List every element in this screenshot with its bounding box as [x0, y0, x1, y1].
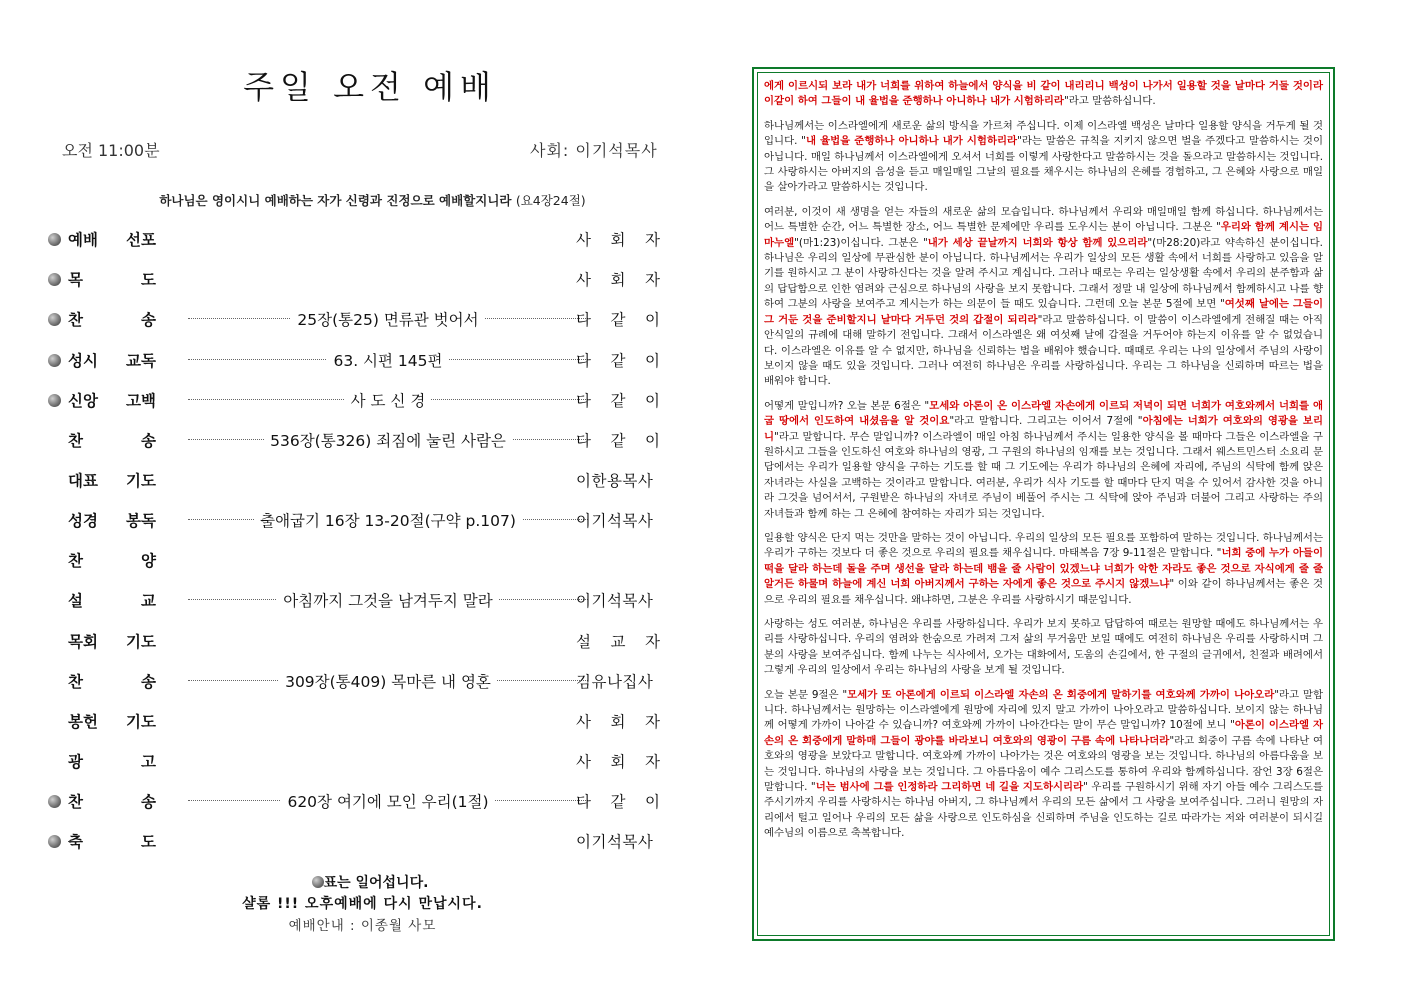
order-content-text: 출애굽기 16장 13-20절(구약 p.107): [254, 512, 522, 530]
order-leader-part: 이: [645, 311, 660, 329]
order-label-part: 목: [68, 271, 83, 289]
standing-note-text: 표는 일어섭니다.: [323, 875, 429, 891]
order-leader-part: 이기석목사: [576, 592, 654, 610]
scripture-quote: 에게 이르시되 보라 내가 너희를 위하여 하늘에서 양식을 비 같이 내리리니 백성이 나가서 일용할 것을 날마다 거둘 것이라 이같이 하여 그들이 내 율법을 준행하나 아니하나 내가 시험하리라: [764, 80, 1323, 108]
order-label-part: 봉헌: [68, 713, 98, 731]
order-leader-part: 같: [610, 432, 626, 450]
order-leader: [576, 308, 660, 330]
sermon-sentence: "라고 말합니다. 하나님께서는 원망하는 이스라엘에게 원망에 자리에 있지 말고 가까이 나아오라고 말씀하십니다. 보이지 않는 하나님께 어떻게 가까이 나아갈 수 있습니까? 여호와께 가까이 나아간다는 말이 무슨 말입니까? 10절에 보니 ": [764, 688, 1324, 732]
page-title: 주일 오전 예배: [243, 68, 497, 106]
order-label: [68, 349, 156, 371]
order-label-part: 목회: [68, 633, 98, 651]
order-label-part: 도: [141, 833, 156, 851]
order-label-part: 송: [141, 432, 156, 450]
sermon-paragraph: [764, 688, 1323, 842]
order-label-part: 송: [141, 673, 156, 691]
sermon-paragraph: [764, 79, 1323, 110]
sermon-sentence: " 우리를 구원하시기 위해 자기 아들 예수 그리스도를 주시기까지 우리를 사랑하시는 하나님 아버지, 그 하나님께서 우리의 모든 삶에서 그 사랑을 보여주십니다. 그러니 원망의 자리에서 털고 일어나 우리의 모든 삶을 사랑으로 인도하심을 신뢰하며 주님을 인도하는 길로 따라가는 저와 여러분이 되시길 예수님의 이름으로 축복합니다.: [764, 781, 1323, 840]
order-label: [68, 549, 156, 571]
guide-text: 예배안내 : 이종월 사모: [288, 918, 437, 934]
order-leader-part: 같: [610, 793, 626, 811]
order-leader: [576, 509, 660, 531]
order-content: [188, 389, 588, 411]
theme-verse: [0, 191, 745, 209]
order-leader-part: 사: [576, 271, 591, 289]
order-leader-part: 다: [576, 432, 591, 450]
order-label: [68, 630, 156, 652]
order-leader-part: 다: [576, 311, 591, 329]
sermon-sentence: "(마28:20)라고 약속하신 분이십니다. 하나님은 우리의 일상에 무관심한 분이 아닙니다. 하나님께서는 우리가 일상의 모든 생활 속에서 너희를 사랑하고 있음을 알기를 원하시고 그 분이 사랑하신다는 것을 알려 주시고 계십니다. 그러나 때로는 우리는 일상생활 속에서 우리의 분주함과 삶의 답답함으로 인한 염려와 근심으로 하나님의 사랑을 보지 못합니다. 그래서 정말 내 일상에 하나님께서 함께하시고 나를 향하여 그분의 사랑을 보여주고 계시는가 하는 의문이 들 때도 있습니다. 그런데 오늘 본문 5절에 보면 ": [764, 236, 1323, 311]
order-leader-part: 이: [645, 432, 660, 450]
order-label-part: 기도: [126, 633, 156, 651]
scripture-quote: 너희 중에 누가 아들이 떡을 달라 하는데 돌을 주며 생선을 달라 하는데 뱀을 줄 사람이 있겠느냐 너희가 악한 자라도 좋은 것으로 자식에게 줄 줄 알거든 하물며 하늘에 계신 너희 아버지께서 구하는 자에게 좋은 것으로 주시지 않겠느냐: [764, 547, 1323, 591]
theme-verse-text: 하나님은 영이시니 예배하는 자가 신령과 진정으로 예배할지니라: [159, 193, 512, 208]
order-label: [68, 589, 156, 611]
order-leader: [576, 710, 660, 732]
sermon-box-inner: [757, 72, 1330, 936]
order-label-part: 기도: [126, 713, 156, 731]
order-leader-part: 다: [576, 793, 591, 811]
order-label-part: 찬: [68, 793, 83, 811]
scripture-quote: 내가 세상 끝날까지 너희와 항상 함께 있으리라: [927, 236, 1148, 249]
sermon-sentence: 일용할 양식은 단지 먹는 것만을 말하는 것이 아닙니다. 우리의 일상의 모든 필요를 포함하여 말하는 것입니다. 하나님께서는 우리가 구하는 것보다 더 좋은 것으로 우리의 필요를 채우십니다. 마태복음 7장 9-11절은 말합니다. ": [764, 531, 1323, 560]
sermon-paragraph: [764, 399, 1323, 522]
sermon-sentence: "라고 말합니다. 무슨 말입니까? 이스라엘이 매일 아침 하나님께서 주시는 일용한 양식을 볼 때마다 그들은 이스라엘을 구원하시고 그들을 인도하신 여호와 하나님의 영광, 그 구원의 하나님의 임재를 보는 것입니다. 그래서 웨스트민스터 소요리 문답에서는 우리가 일용할 양식을 구하는 기도를 할 때 그 기도에는 우리가 하나님의 은혜에 자리에, 주님의 식탁에 함께 앉은 자녀라는 사실을 고백하는 것이라고 말합니다. 여러분, 우리가 식사 기도를 할 때마다 단지 먹을 수 있어서 감사한 것을 아니라 그것을 넘어서서, 구원받은 하나님의 자녀로 주님이 베풀어 주시는 그 식탁에 앉아 주님과 더불어 그리고 사랑하는 주의 자녀들과 함께 하는 그 은혜에 참여하는 자리가 되는 것입니다.: [764, 430, 1323, 520]
order-leader-part: 같: [610, 311, 626, 329]
order-label-part: 송: [141, 311, 156, 329]
order-content: [188, 589, 588, 611]
order-row: [48, 587, 668, 615]
sermon-box: [752, 67, 1335, 941]
order-leader: [576, 349, 660, 371]
theme-verse-ref: (요4장24절): [515, 193, 586, 208]
sermon-sentence: "라고 회중이 구름 속에 나타난 여호와의 영광을 보았다고 말합니다. 여호와께 가까이 나아가는 것은 여호와의 영광을 보는 것입니다. 하나님의 아름다움을 보는 것입니다. 하나님의 사랑을 보는 것입니다. 그 아름다움이 예수 그리스도를 통하여 우리와 함께하십니다. 잠언 3장 6절은 말합니다. ": [764, 734, 1323, 794]
order-label-part: 찬: [68, 432, 83, 450]
order-leader: [576, 589, 660, 611]
sermon-sentence: "라고 말합니다. 그리고는 이어서 7절에 ": [949, 415, 1143, 428]
order-label-part: 기도: [126, 472, 156, 490]
sermon-sentence: 하나님께서는 이스라엘에게 새로운 삶의 방식을 가르쳐 주십니다. 이제 이스라엘 백성은 날마다 일용할 양식을 거두게 될 것입니다. ": [764, 119, 1323, 148]
order-leader-part: 이기석목사: [576, 833, 654, 851]
order-leader-part: 설: [576, 633, 591, 651]
order-leader: [576, 670, 660, 692]
standing-dot-icon: [48, 354, 61, 367]
order-content: [188, 349, 588, 371]
order-content-text: 63. 시편 145편: [327, 352, 448, 370]
scripture-quote: 내 율법을 준행하나 아니하나 내가 시험하리라: [805, 135, 1018, 148]
order-label: [68, 268, 156, 290]
order-label-part: 양: [141, 552, 156, 570]
order-content-text: 아침까지 그것을 남겨두지 말라: [277, 592, 498, 610]
order-label-part: 고백: [126, 392, 156, 410]
order-content: [188, 790, 588, 812]
sermon-paragraph: [764, 617, 1323, 679]
sermon-sentence: "라고 말씀하십니다. 이 말씀이 이스라엘에게 전해질 때는 아직 안식일의 규례에 대해 말하기 전입니다. 그래서 이스라엘은 왜 여섯째 날에 갑절을 거두어야 하는지 이유를 알 수 없었습니다. 이스라엘은 이유를 알 수 없지만, 하나님을 신뢰하는 법을 배워야 했습니다. 때때로 우리는 나의 일상에서 주님의 사랑이 보이지 않을 때도 있을 것입니다. 그러나 여전히 하나님은 우리를 사랑하십니다. 우리는 그 하나님을 신뢰하며 따르는 법을 배워야 합니다.: [764, 313, 1323, 388]
standing-dot-icon: [48, 394, 61, 407]
sermon-paragraph: [764, 531, 1323, 608]
order-row: [48, 266, 668, 294]
order-label-part: 찬: [68, 311, 83, 329]
order-row: [48, 427, 668, 455]
sermon-sentence: "라고 말씀하십니다.: [1063, 95, 1156, 108]
standing-dot-icon: [48, 795, 61, 808]
standing-note: [0, 872, 740, 892]
order-content-text: 620장 여기에 모인 우리(1절): [281, 793, 494, 811]
order-row: [48, 828, 668, 856]
order-leader-part: 이기석목사: [576, 512, 654, 530]
order-label: [68, 509, 156, 531]
order-leader-part: 이: [645, 352, 660, 370]
order-content-text: 536장(통326) 죄짐에 눌린 사람은: [264, 432, 512, 450]
order-label: [68, 228, 156, 250]
order-label-part: 대표: [68, 472, 98, 490]
order-content: [188, 308, 588, 330]
standing-dot-icon: [48, 835, 61, 848]
order-label-part: 도: [141, 271, 156, 289]
order-leader: [576, 790, 660, 812]
order-label-part: 광: [68, 753, 83, 771]
order-content-text: 309장(통409) 목마른 내 영혼: [279, 673, 497, 691]
sermon-sentence: " 이와 같이 하나님께서는 좋은 것으로 우리의 필요를 채우십니다. 왜냐하면, 그분은 우리를 사랑하시기 때문입니다.: [764, 578, 1323, 606]
order-label-part: 신앙: [68, 392, 98, 410]
scripture-quote: 너는 범사에 그를 인정하라 그리하면 네 길을 지도하시리라: [815, 781, 1084, 794]
sermon-paragraph: [764, 205, 1323, 390]
order-label: [68, 710, 156, 732]
order-leader: [576, 228, 660, 250]
order-label-part: 설: [68, 592, 83, 610]
order-leader: [576, 630, 660, 652]
standing-dot-icon: [48, 233, 61, 246]
order-leader-part: 같: [610, 392, 626, 410]
order-leader-part: 회: [610, 713, 626, 731]
scripture-quote: 아침에는 너희가 여호와의 영광을 보리니: [764, 415, 1323, 443]
order-label-part: 송: [141, 793, 156, 811]
order-row: [48, 788, 668, 816]
order-label: [68, 790, 156, 812]
order-leader-part: 자: [645, 271, 660, 289]
order-leader-part: 사: [576, 231, 591, 249]
order-row: [48, 748, 668, 776]
sermon-sentence: 오늘 본문 9절은 ": [764, 688, 848, 701]
sermon-sentence: 어떻게 말입니까? 오늘 본문 6절은 ": [764, 399, 930, 412]
order-label: [68, 750, 156, 772]
order-content-text: 사 도 신 경: [345, 392, 432, 410]
scripture-quote: 여섯째 날에는 그들이 그 거둔 것을 준비할지니 날마다 거두던 것의 갑절이 되리라: [764, 298, 1323, 326]
order-row: [48, 306, 668, 334]
order-content: [188, 670, 588, 692]
sermon-sentence: 여러분, 이것이 새 생명을 얻는 자들의 새로운 삶의 모습입니다. 하나님께서 우리와 매일매일 함께 하십니다. 하나님께서는 어느 특별한 순간, 어느 특별한 장소, 어느 특별한 문제에만 우리를 도우시는 분이 아닙니다. 그분은 ": [764, 205, 1323, 234]
order-label-part: 찬: [68, 552, 83, 570]
order-leader-part: 김유나집사: [576, 673, 654, 691]
standing-dot-icon: [48, 273, 61, 286]
order-leader-part: 교: [610, 633, 626, 651]
order-leader: [576, 429, 660, 451]
order-leader-part: 자: [645, 753, 660, 771]
order-label-part: 교독: [126, 352, 156, 370]
order-label-part: 교: [141, 592, 156, 610]
farewell-text: 샬롬 !!! 오후예배에 다시 만납시다.: [242, 896, 483, 912]
order-leader-part: 같: [610, 352, 626, 370]
sermon-sentence: 사랑하는 성도 여러분, 하나님은 우리를 사랑하십니다. 우리가 보지 못하고 답답하여 때로는 원망할 때에도 하나님께서는 우리를 사랑하십니다. 우리의 염려와 한숨으로 가려져 그저 삶의 무거움만 보일 때에도 여전히 하나님은 우리를 사랑하시며 그분의 사랑을 보여주십니다. 함께 나누는 식사에서, 오가는 대화에서, 도움의 손길에서, 한 구절의 글귀에서, 친절과 배려에서 그렇게 우리의 일상에서 우리는 하나님의 사랑을 보게 될 것입니다.: [764, 618, 1323, 677]
order-leader-part: 자: [645, 633, 660, 651]
order-row: [48, 628, 668, 656]
order-leader-part: 회: [610, 271, 626, 289]
order-label-part: 예배: [68, 231, 98, 249]
order-leader-part: 다: [576, 352, 591, 370]
order-label: [68, 389, 156, 411]
service-time: 오전 11:00분: [62, 141, 160, 160]
order-label: [68, 830, 156, 852]
order-content-text: 25장(통25) 면류관 벗어서: [291, 311, 484, 329]
order-label-part: 봉독: [126, 512, 156, 530]
order-label-part: 찬: [68, 673, 83, 691]
order-leader-part: 사: [576, 753, 591, 771]
order-leader: [576, 389, 660, 411]
standing-dot-icon: [312, 876, 324, 888]
service-host: 사회: 이기석목사: [530, 141, 658, 160]
order-label-part: 성경: [68, 512, 98, 530]
order-label: [68, 429, 156, 451]
order-label: [68, 308, 156, 330]
order-row: [48, 226, 668, 254]
order-row: [48, 507, 668, 535]
scripture-quote: 모세와 아론이 온 이스라엘 자손에게 이르되 저녁이 되면 너희가 여호와께서 너희를 애굽 땅에서 인도하여 내셨음을 알 것이요: [764, 399, 1323, 428]
order-label-part: 고: [141, 753, 156, 771]
order-leader-part: 이: [645, 392, 660, 410]
scripture-quote: 아론이 이스라엘 자손의 온 회중에게 말하매 그들이 광야를 바라보니 여호와의 영광이 구름 속에 나타나더라: [764, 719, 1323, 747]
sermon-text: [764, 79, 1323, 842]
order-content: [188, 429, 588, 451]
order-leader-part: 이: [645, 793, 660, 811]
order-label: [68, 670, 156, 692]
order-leader-part: 자: [645, 231, 660, 249]
standing-dot-icon: [48, 313, 61, 326]
order-row: [48, 668, 668, 696]
sermon-paragraph: [764, 119, 1323, 196]
order-leader-part: 회: [610, 753, 626, 771]
order-leader-part: 자: [645, 713, 660, 731]
order-leader-part: 이한용목사: [576, 472, 654, 490]
order-leader: [576, 830, 660, 852]
order-label: [68, 469, 156, 491]
order-row: [48, 347, 668, 375]
order-leader: [576, 268, 660, 290]
order-leader: [576, 750, 660, 772]
scripture-quote: 모세가 또 아론에게 이르되 이스라엘 자손의 온 회중에게 말하기를 여호와께 가까이 나아오라: [847, 688, 1275, 701]
order-row: [48, 467, 668, 495]
sermon-sentence: "라는 말씀은 규칙을 지키지 않으면 벌을 주겠다고 말씀하시는 것이 아닙니다. 매일 하나님께서 이스라엘에게 오셔서 너희를 이렇게 사랑한다고 말씀하시는 것을 돌으라고 말씀하시는 것입니다. 그 사랑하시는 아버지의 음성을 듣고 매일매일 그날의 필요를 채우시는 하나님의 은혜를 경험하고, 그 은혜와 사랑으로 매일을 살아가라고 말씀하시는 것입니다.: [764, 135, 1324, 194]
order-label-part: 선포: [126, 231, 156, 249]
order-row: [48, 387, 668, 415]
order-label-part: 축: [68, 833, 83, 851]
order-row: [48, 547, 668, 575]
order-leader: [576, 469, 660, 491]
order-label-part: 성시: [68, 352, 98, 370]
order-leader-part: 사: [576, 713, 591, 731]
order-leader-part: 다: [576, 392, 591, 410]
order-content: [188, 509, 588, 531]
scripture-quote: 우리와 함께 계시는 임마누엘: [764, 221, 1323, 249]
order-row: [48, 708, 668, 736]
order-leader-part: 회: [610, 231, 626, 249]
sermon-sentence: "(마1:23)이십니다. 그분은 ": [794, 236, 928, 249]
